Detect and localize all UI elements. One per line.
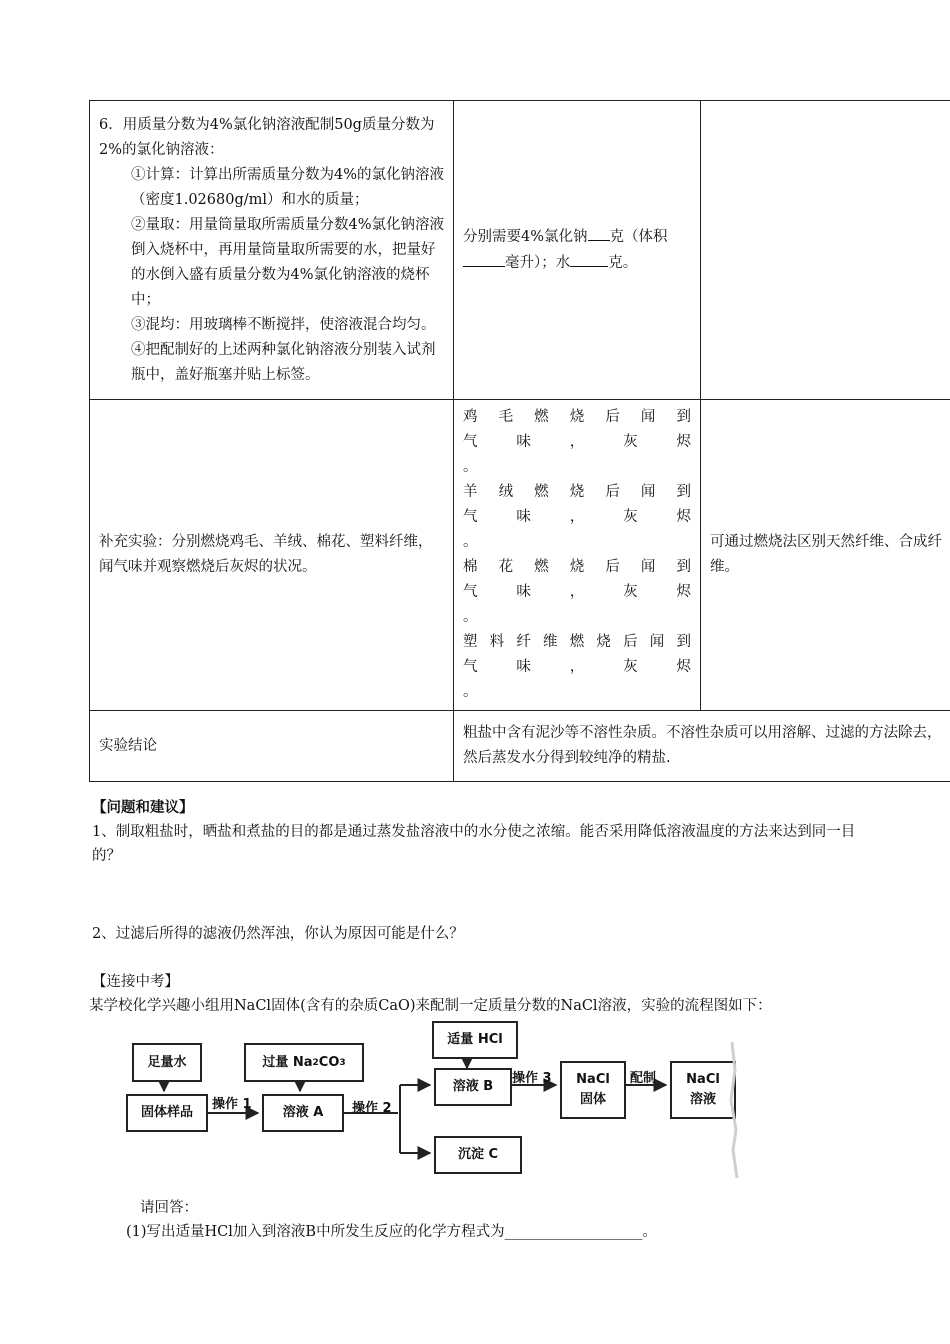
observation-item	[463, 630, 691, 705]
label-prepare: 配制	[630, 1071, 657, 1086]
table-row	[90, 400, 950, 711]
observation-line: 。	[463, 534, 478, 550]
table-cell-conclusion-note: 可通过燃烧法区别天然纤维、合成纤维。	[701, 400, 950, 711]
table-cell-observations	[454, 400, 701, 711]
table-cell-supplement: 补充实验：分别燃烧鸡毛、羊绒、棉花、塑料纤维，闻气味并观察燃烧后灰烬的状况。	[90, 400, 454, 711]
table-cell-procedure	[90, 101, 454, 400]
table-cell-label: 实验结论	[90, 711, 454, 782]
observation-line: 气味，灰烬	[463, 509, 691, 525]
box-line: NaCl	[576, 1072, 610, 1087]
fill-blank[interactable]	[588, 224, 610, 241]
procedure-line: ①计算：计算出所需质量分数为4%的氯化钠溶液（密度1.02680g/ml）和水的质量；	[131, 166, 445, 208]
fill-blank[interactable]	[463, 250, 505, 267]
box-solution-a: 溶液 A	[262, 1094, 344, 1132]
procedure-line: ②量取：用量筒量取所需质量分数4%氯化钠溶液倒入烧杯中，再用量筒量取所需要的水，把量好的水倒入盛有质量分数为4%氯化钠溶液的烧杯中；	[131, 216, 445, 308]
answer-text: 克。	[608, 255, 638, 271]
formula-subscript: 3	[339, 1057, 346, 1068]
fill-blank[interactable]	[570, 250, 608, 267]
procedure-line: ④把配制好的上述两种氯化钠溶液分别装入试剂瓶中，盖好瓶塞并贴上标签。	[131, 341, 436, 383]
observation-line: 棉花燃烧后闻到	[463, 559, 691, 575]
flowchart	[126, 1025, 746, 1175]
procedure-line: 6．用质量分数为4%氯化钠溶液配制50g质量分数为2%的氯化钠溶液：	[99, 116, 435, 158]
question-1: 1、制取粗盐时，晒盐和煮盐的目的都是通过蒸发盐溶液中的水分使之浓缩。能否采用降低溶液温度的方法来达到同一目的？	[92, 824, 856, 864]
table-cell-conclusion: 粗盐中含有泥沙等不溶性杂质。不溶性杂质可以用溶解、过滤的方法除去，然后蒸发水分得到较纯净的精盐.	[454, 711, 950, 782]
observation-item	[463, 405, 691, 480]
box-solid-sample: 固体样品	[126, 1094, 208, 1132]
experiment-table	[89, 100, 950, 782]
questions-heading: 【问题和建议】	[92, 799, 194, 816]
observation-line: 羊绒燃烧后闻到	[463, 484, 691, 500]
formula-part: CO	[318, 1054, 340, 1070]
label-operation-1: 操作 1	[212, 1097, 252, 1112]
observation-line: 。	[463, 609, 478, 625]
procedure-line: ③混均：用玻璃棒不断搅拌，使溶液混合均匀。	[131, 316, 436, 333]
answer-text: 分别需要4%氯化钠	[463, 229, 588, 245]
box-line: 固体	[579, 1092, 606, 1107]
table-cell-answer	[454, 101, 701, 400]
label-operation-3: 操作 3	[512, 1071, 552, 1086]
label-operation-2: 操作 2	[352, 1101, 392, 1116]
answer-text: 克（体积	[609, 229, 668, 245]
box-water: 足量水	[132, 1043, 202, 1082]
observation-line: 气味，灰烬	[463, 434, 691, 450]
table-row	[90, 101, 950, 400]
scan-artifact	[728, 1040, 742, 1180]
box-nacl-solid	[560, 1061, 626, 1119]
exam-heading: 【连接中考】	[92, 974, 179, 990]
answer-text: 毫升）；水	[505, 255, 571, 271]
box-hcl: 适量 HCl	[432, 1021, 518, 1059]
question-2: 2、过滤后所得的滤液仍然浑浊，你认为原因可能是什么？	[92, 926, 464, 942]
observation-line: 塑料纤维燃烧后闻到	[463, 634, 691, 650]
observation-line: 气味，灰烬	[463, 659, 691, 675]
exam-intro: 某学校化学兴趣小组用NaCl固体(含有的杂质CaO)来配制一定质量分数的NaCl溶液，实验的流程图如下：	[89, 998, 772, 1014]
formula-part: 过量 Na	[262, 1054, 313, 1070]
observation-line: 气味，灰烬	[463, 584, 691, 600]
observation-item	[463, 480, 691, 555]
box-solution-b: 溶液 B	[434, 1068, 512, 1106]
formula-subscript: 2	[312, 1057, 319, 1068]
observation-line: 鸡毛燃烧后闻到	[463, 409, 691, 425]
box-line: NaCl	[686, 1072, 720, 1087]
observation-line: 。	[463, 684, 478, 700]
box-nacl-solution	[670, 1061, 736, 1119]
table-row	[90, 711, 950, 782]
table-cell-empty	[701, 101, 950, 400]
box-sodium-carbonate	[244, 1043, 364, 1082]
exam-question-1: (1)写出适量HCl加入到溶液B中所发生反应的化学方程式为___________________。	[126, 1224, 657, 1240]
box-precipitate-c: 沉淀 C	[434, 1136, 522, 1174]
observation-line: 。	[463, 459, 478, 475]
box-line: 溶液	[689, 1092, 716, 1107]
observation-item	[463, 555, 691, 630]
exam-prompt: 请回答：	[140, 1200, 198, 1216]
